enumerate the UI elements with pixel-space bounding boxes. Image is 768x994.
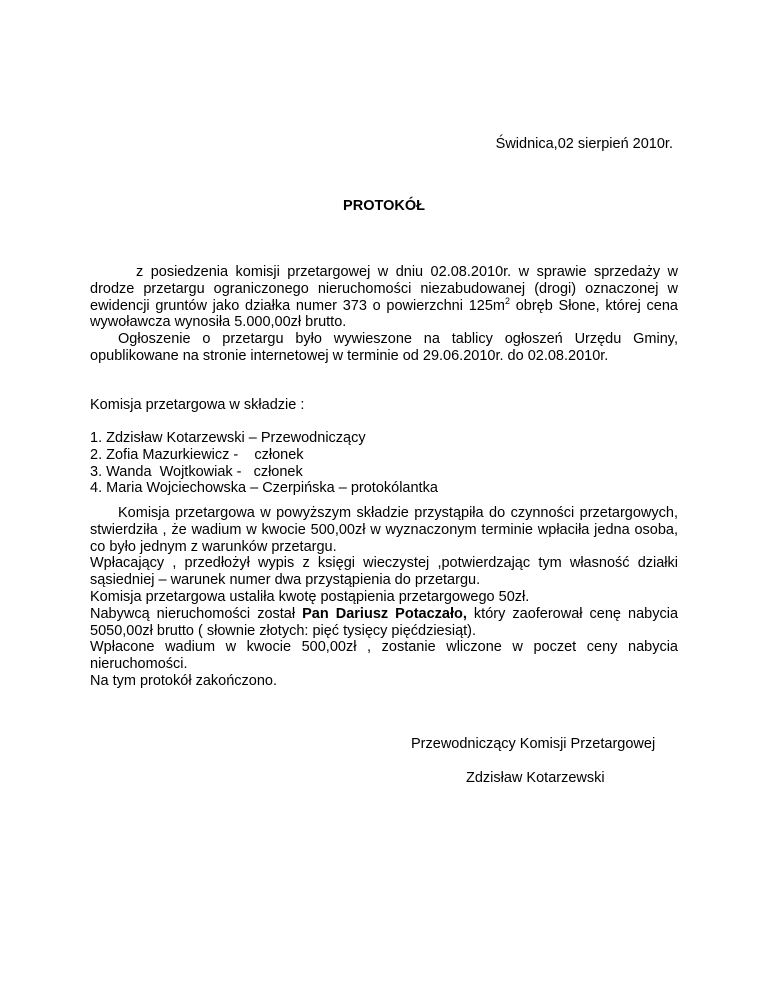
buyer-paragraph	[90, 606, 678, 640]
proceedings-paragraph: Wpłacone wadium w kwocie 500,00zł , zostanie wliczone w poczet ceny nabycia nieruchomości.	[90, 639, 678, 673]
proceedings-paragraph: Wpłacający , przedłożył wypis z księgi wieczystej ,potwierdzając tym własność działki sąsiedniej – warunek numer dwa przystąpienia do przetargu.	[90, 555, 678, 589]
committee-member: 2. Zofia Mazurkiewicz - członek	[90, 446, 304, 463]
signature-name: Zdzisław Kotarzewski	[466, 770, 605, 786]
intro-paragraph-2: Ogłoszenie o przetargu było wywieszone na tablicy ogłoszeń Urzędu Gminy, opublikowane na stronie internetowej w terminie od 29.06.2010r. do 02.08.2010r.	[90, 331, 678, 364]
proceedings-paragraph: Komisja przetargowa ustaliła kwotę postąpienia przetargowego 50zł.	[90, 588, 530, 605]
committee-member: 1. Zdzisław Kotarzewski – Przewodniczący	[90, 430, 366, 446]
committee-heading: Komisja przetargowa w składzie :	[90, 397, 305, 413]
buyer-name: Pan Dariusz Potaczało,	[302, 605, 467, 622]
buyer-text-lead: Nabywcą nieruchomości został	[90, 605, 303, 622]
area-unit-superscript: 2	[504, 295, 510, 306]
intro-text-main: z posiedzenia komisji przetargowej w dniu 02.08.2010r. w sprawie sprzedaży w drodze przetargu ograniczonego nieruchomości niezabudowanej (drogi) oznaczonej w ewidencji gruntów jako działka numer 373 o powierzchni 125m	[90, 264, 678, 314]
document-title: PROTOKÓŁ	[343, 198, 425, 214]
intro-section	[90, 264, 678, 365]
proceedings-paragraph: Komisja przetargowa w powyższym składzie przystąpiła do czynności przetargowych, stwierdziła , że wadium w kwocie 500,00zł w wyznaczonym terminie wpłaciła jedna osoba, co było jednym z warunków przetargu.	[90, 505, 678, 555]
signature-title: Przewodniczący Komisji Przetargowej	[411, 736, 656, 752]
proceedings-section	[90, 505, 678, 690]
committee-member: 4. Maria Wojciechowska – Czerpińska – protokólantka	[90, 480, 438, 497]
committee-members-list	[90, 430, 678, 497]
buyer-text-tail: który zaoferował cenę nabycia 5050,00zł brutto ( słownie złotych: pięć tysięcy pięćdziesiąt).	[90, 605, 679, 639]
document-date: Świdnica,02 sierpień 2010r.	[495, 136, 673, 152]
intro-text-tail: obręb Słone, której cena wywoławcza wynosiła 5.000,00zł brutto.	[90, 297, 678, 331]
intro-paragraph-1	[90, 264, 678, 331]
committee-member: 3. Wanda Wojtkowiak - członek	[90, 463, 303, 480]
closing-paragraph: Na tym protokół zakończono.	[90, 672, 277, 689]
